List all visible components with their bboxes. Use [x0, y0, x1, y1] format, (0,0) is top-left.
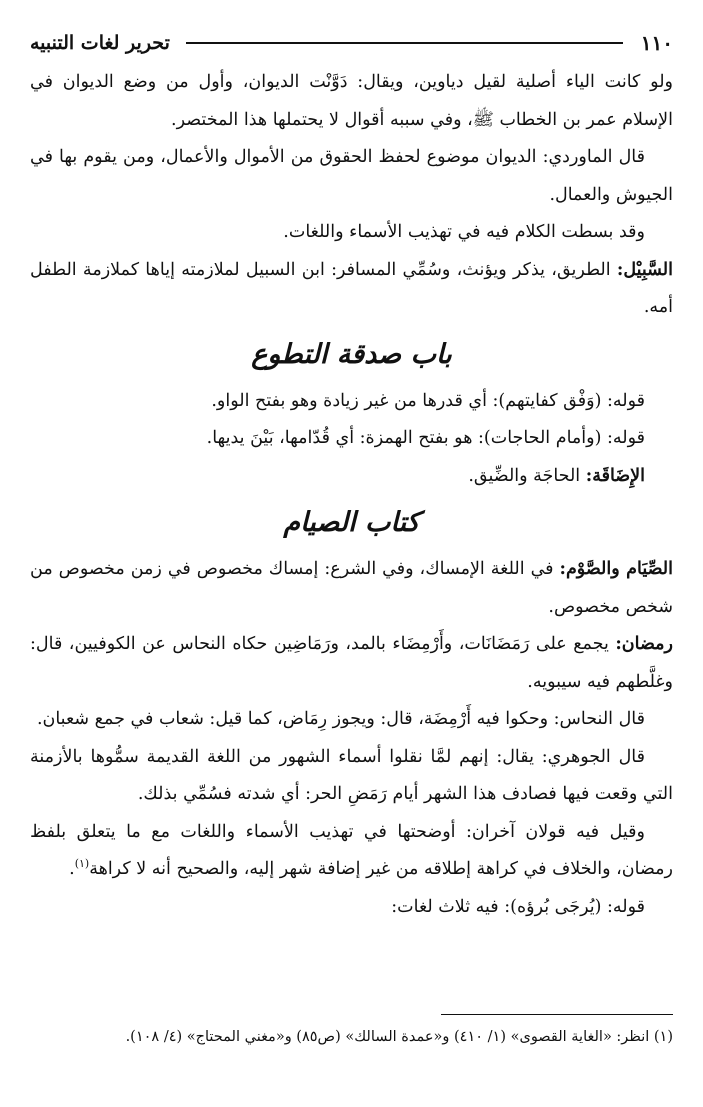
paragraph-expanded-note: وقد بسطت الكلام فيه في تهذيب الأسماء واللغات. [283, 222, 645, 242]
term-idaqa: الإِضَاقَة: [585, 465, 645, 486]
paragraph-diwan-origin: ولو كانت الياء أصلية لقيل دياوين، ويقال: دَوَّنْت الديوان، وأول من وضع الديوان في الإسلام عمر بن الخطاب ﷺ، وفي سببه أقوال لا يحتملها هذا المختصر. [30, 72, 673, 130]
paragraph-nahhas: قال النحاس: وحكوا فيه أَرْمِضَة، قال: ويجوز رِمَاض، كما قيل: شعاب في جمع شعبان. [36, 709, 645, 729]
footnote-reference[interactable]: (١) [74, 857, 90, 871]
header-rule [186, 42, 623, 44]
term-sabil: السَّبِيْل: [616, 259, 673, 280]
footnote-rule [441, 1014, 673, 1015]
paragraph-mawardi: قال الماوردي: الديوان موضوع لحفظ الحقوق من الأموال والأعمال، ومن يقوم بها في الجيوش والعمال. [30, 147, 673, 205]
term-siyam: الصِّيَام والصَّوْم: [559, 559, 673, 579]
footnote: (١) انظر: «الغاية القصوى» (١/ ٤١٠) و«عمدة السالك» (ص٨٥) و«مغني المحتاج» (٤/ ١٠٨). [125, 1029, 673, 1045]
paragraph-siyam [30, 551, 673, 626]
paragraph-two-opinions-text: وقيل فيه قولان آخران: أوضحتها في تهذيب الأسماء واللغات مع ما يتعلق بلفظ رمضان، والخلاف في كراهة إطلاقه من غير إضافة شهر إليه، والصحيح أنه لا كراهة [30, 821, 673, 879]
definition-siyam: في اللغة الإمساك، وفي الشرع: إمساك مخصوص في زمن مخصوص من شخص مخصوص. [30, 559, 673, 617]
section-title-voluntary-charity: باب صدقة التطوع [251, 338, 452, 370]
section-title-fasting: كتاب الصيام [283, 507, 420, 538]
page-number: ١١٠ [640, 31, 673, 55]
paragraph-idaqa [30, 458, 673, 496]
running-header [30, 30, 673, 56]
paragraph-ramadan [30, 626, 673, 701]
definition-sabil: الطريق، يذكر ويؤنث، وسُمِّي المسافر: ابن السبيل لملازمته إياها كملازمة الطفل أمه. [30, 259, 673, 317]
definition-ramadan: يجمع على رَمَضَانَات، وأَرْمِضَاء بالمد، ورَمَاضِين حكاه النحاس عن الكوفيين، قال: وغلَّطهم فيه سيبويه. [30, 634, 673, 692]
page-body [30, 30, 673, 926]
paragraph-two-opinions [30, 814, 673, 889]
paragraph-two-opinions-end: . [69, 859, 75, 879]
term-ramadan: رمضان: [615, 634, 673, 654]
paragraph-amam: قوله: (وأمام الحاجات): هو بفتح الهمزة: أي قُدّامها، بَيْنَ يديها. [206, 428, 645, 448]
definition-idaqa: الحاجَة والضِّيق. [468, 465, 586, 486]
paragraph-sabil [30, 252, 673, 327]
paragraph-yurja: قوله: (يُرجَى بُرؤه): فيه ثلاث لغات: [391, 896, 645, 917]
paragraph-jawhari: قال الجوهري: يقال: إنهم لمَّا نقلوا أسماء الشهور من اللغة القديمة سمُّوها بالأزمنة التي وقعت فيها فصادف هذا الشهر أيام رَمَضِ الحر: أي شدته فسُمِّي بذلك. [30, 746, 673, 804]
paragraph-wafq: قوله: (وَفْق كفايتهم): أي قدرها من غير زيادة وهو بفتح الواو. [211, 390, 645, 411]
book-title: تحرير لغات التنبيه [30, 32, 170, 54]
